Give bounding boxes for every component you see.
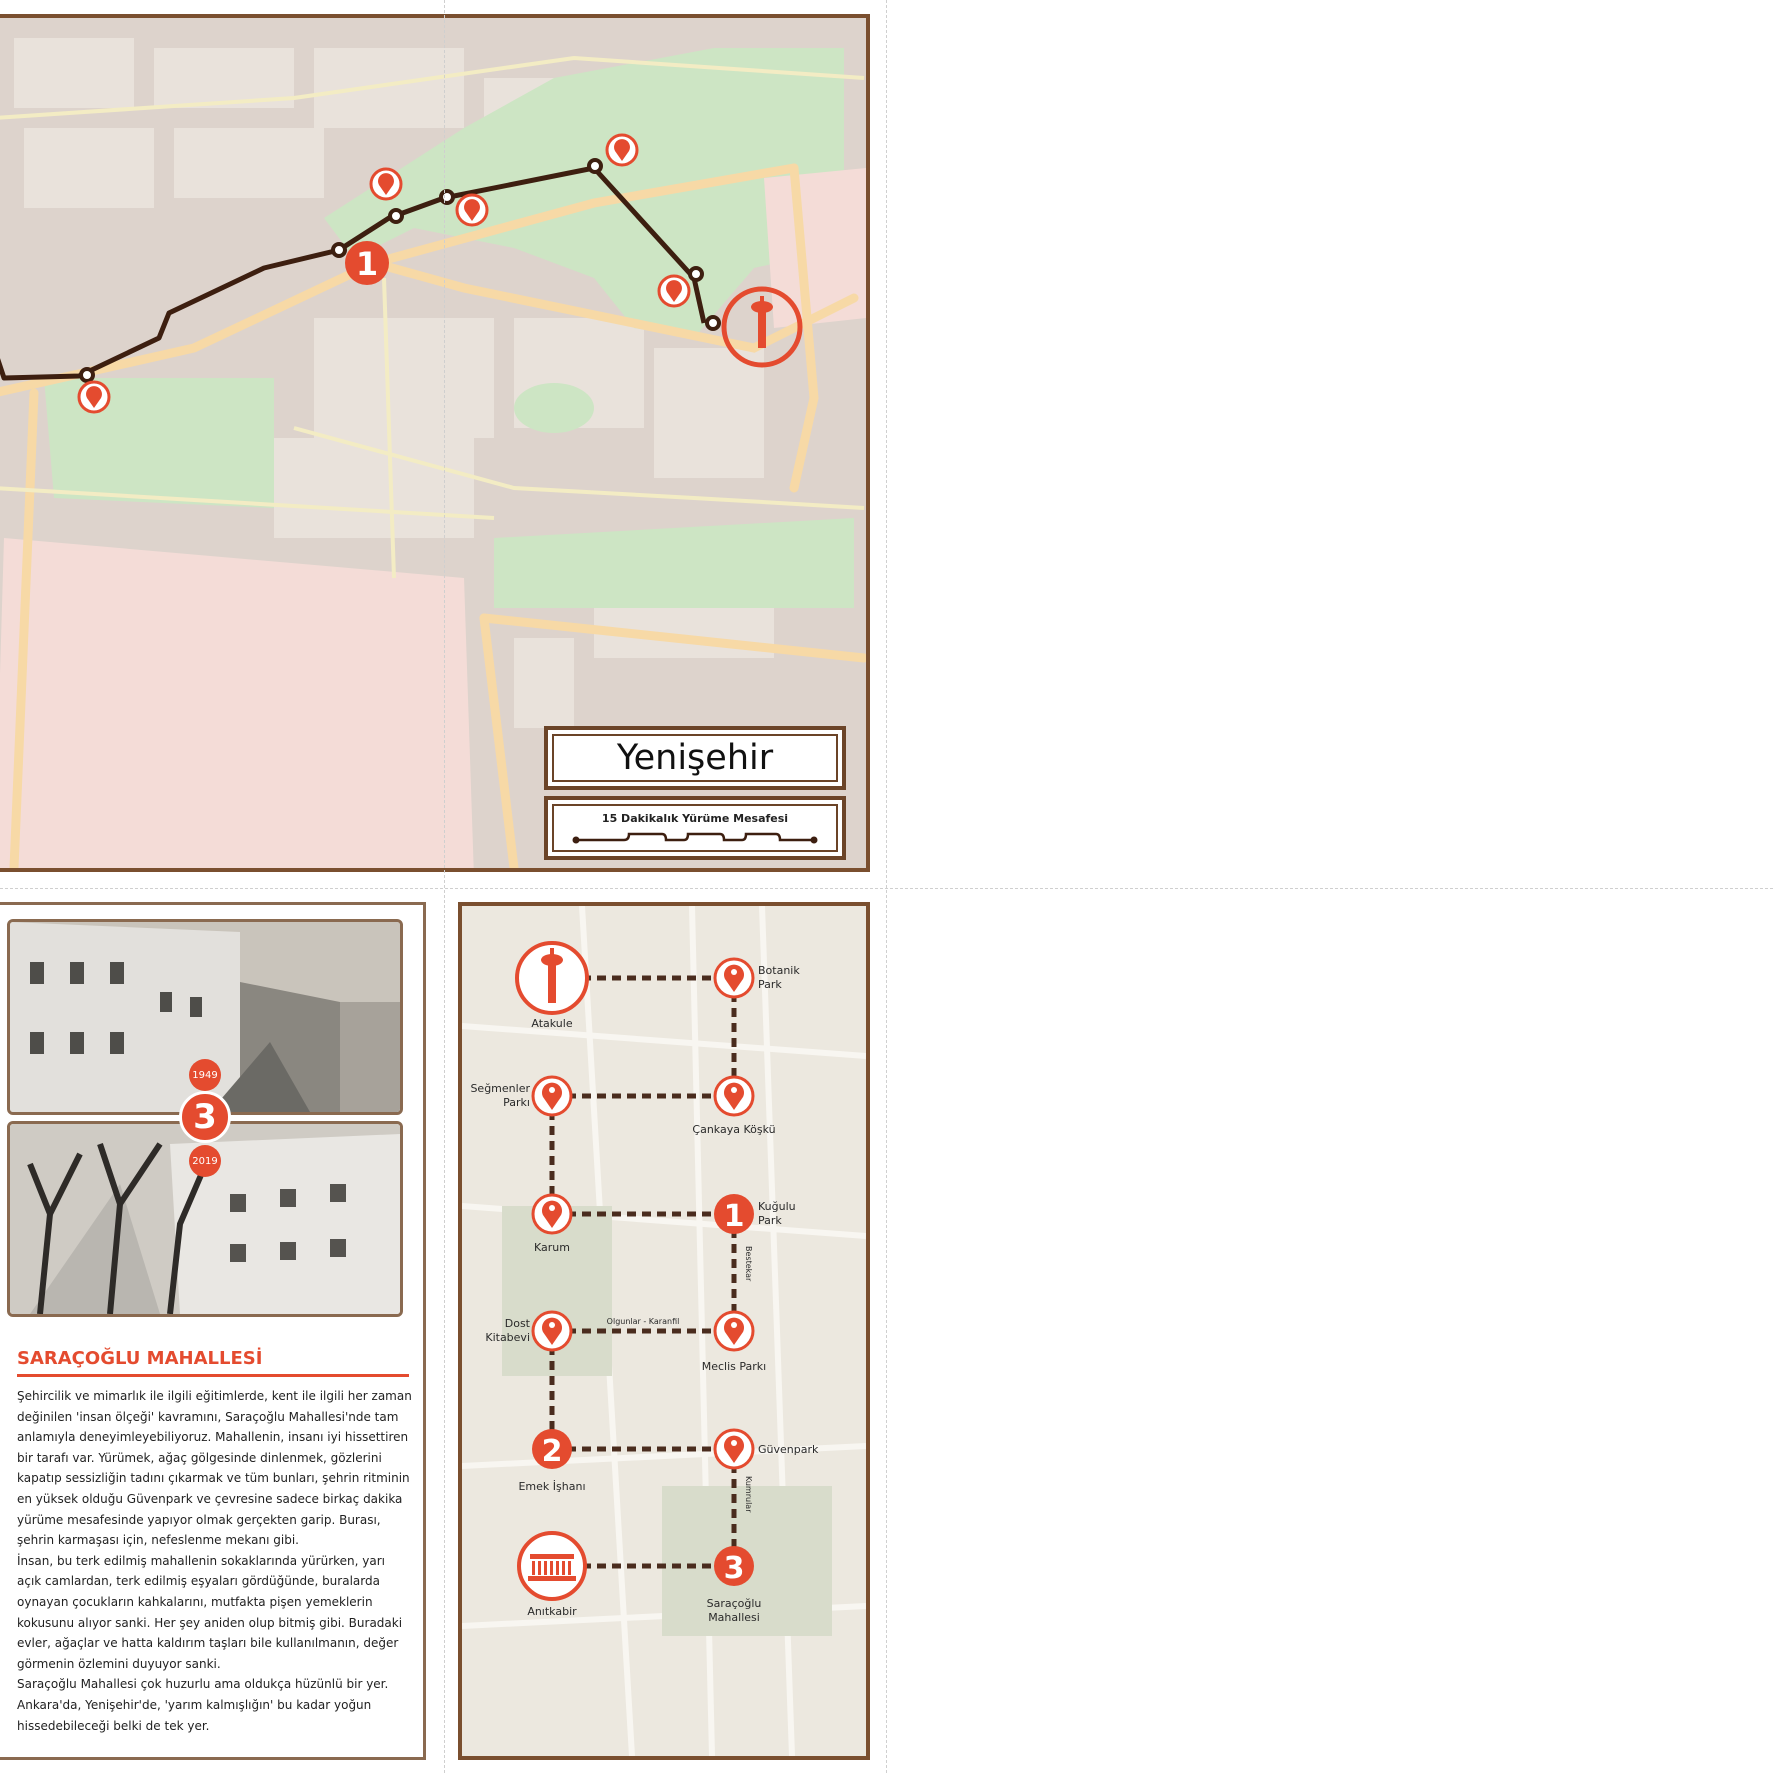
fold-line bbox=[886, 0, 887, 1773]
stop-label-guvenpark: Güvenpark bbox=[758, 1443, 819, 1456]
pin-icon[interactable] bbox=[715, 1312, 753, 1350]
stop-label-meclis: Meclis Parkı bbox=[701, 1360, 767, 1373]
campus-zone bbox=[0, 538, 474, 868]
stop-label-emek: Emek İşhanı bbox=[518, 1480, 586, 1493]
stop-label-karum: Karum bbox=[534, 1241, 570, 1254]
map-legend bbox=[544, 796, 846, 860]
atakule-tower-icon[interactable] bbox=[517, 943, 587, 1013]
stop-label-botanik: Park bbox=[758, 978, 782, 991]
pin-icon[interactable] bbox=[533, 1195, 571, 1233]
street-label: Kumrular bbox=[744, 1476, 753, 1513]
stop-label-botanik: Botanik bbox=[758, 964, 800, 977]
pin-icon[interactable] bbox=[715, 1077, 753, 1115]
legend-label: 15 Dakikalık Yürüme Mesafesi bbox=[601, 812, 789, 825]
route-diagram[interactable] bbox=[458, 902, 870, 1760]
street-label: Olgunlar - Karanfil bbox=[606, 1317, 680, 1326]
fold-line bbox=[444, 0, 445, 1773]
article-paragraph: Saraçoğlu Mahallesi çok huzurlu ama oldukça hüzünlü bir yer. Ankara'da, Yenişehir'de, 'yarım kalmışlığın' bu kadar yoğun hissedebileceği belki de tek yer. bbox=[17, 1677, 389, 1733]
stop-label-anitkabir: Anıtkabir bbox=[527, 1605, 577, 1618]
stop-label-dost: Kitabevi bbox=[485, 1331, 530, 1344]
stop-number: 2 bbox=[541, 1434, 563, 1469]
stop-number: 3 bbox=[723, 1551, 745, 1586]
stop-number: 1 bbox=[723, 1199, 745, 1234]
stop-label-saracoglu: Mahallesi bbox=[708, 1611, 760, 1624]
stop-label-segmenler: Seğmenler bbox=[470, 1082, 530, 1095]
location-number-badge: 3 bbox=[179, 1091, 231, 1143]
stop-label-kugulu: Kuğulu bbox=[758, 1200, 796, 1213]
pin-icon[interactable] bbox=[659, 276, 689, 306]
map-title: Yenişehir bbox=[552, 734, 838, 782]
stop-label-segmenler: Parkı bbox=[503, 1096, 530, 1109]
article-paragraph: İnsan, bu terk edilmiş mahallenin sokaklarında yürürken, yarı açık camlardan, terk edilmiş eşyaları gördüğünde, buralarda oynayan çocukların kahkalarını, mutfakta pişen yemeklerin kokusunu alıyor sanki. Her şey aniden olup bitmiş gibi. Buradaki evler, ağaçlar ve hatta kaldırım taşları bile kullanılmanın, değer görmenin özlemini duyuyor sanki. bbox=[17, 1553, 403, 1671]
map-title-box bbox=[544, 726, 846, 790]
pin-icon[interactable] bbox=[715, 1430, 753, 1468]
legend-route-symbol bbox=[554, 806, 840, 858]
article-paragraph: Şehircilik ve mimarlık ile ilgili eğitimlerde, kent ile ilgili her zaman değinilen 'insan ölçeği' kavramını, Saraçoğlu Mahallesi'nde tam anlamıyla deneyimleyebiliyoruz. Mahallenin, insanı iyi hissettiren bir tarafı var. Yürümek, ağaç gölgesinde dinlenmek, gözlerini kapatıp sessizliğin tadını çıkarmak ve tüm bunları, şehrin ritminin en yüksek olduğu Güvenpark ve çevresine sadece birkaç dakika yürüme mesafesinde yapıyor olmak gerçekten garip. Burası, şehrin karmaşası için, nefeslenme mekanı gibi. bbox=[17, 1389, 412, 1548]
pin-icon[interactable] bbox=[79, 382, 109, 412]
street-label: Bestekar bbox=[744, 1246, 753, 1282]
stop-label-dost: Dost bbox=[504, 1317, 530, 1330]
stop-label-saracoglu: Saraçoğlu bbox=[706, 1597, 762, 1610]
article-heading: SARAÇOĞLU MAHALLESİ bbox=[17, 1348, 263, 1369]
year-badge-1949: 1949 bbox=[189, 1059, 221, 1091]
city-map[interactable] bbox=[0, 14, 870, 872]
stop-label-atakule: Atakule bbox=[531, 1017, 573, 1030]
heading-underline bbox=[17, 1374, 409, 1377]
article-body bbox=[17, 1386, 413, 1736]
anitkabir-mausoleum-icon[interactable] bbox=[519, 1533, 585, 1599]
pin-icon[interactable] bbox=[457, 195, 487, 225]
stop-label-kugulu: Park bbox=[758, 1214, 782, 1227]
pin-icon[interactable] bbox=[371, 169, 401, 199]
stop-label-cankaya: Çankaya Köşkü bbox=[692, 1123, 776, 1136]
pin-icon[interactable] bbox=[715, 959, 753, 997]
year-badge-2019: 2019 bbox=[189, 1145, 221, 1177]
route-diagram-canvas bbox=[462, 906, 866, 1756]
pin-icon[interactable] bbox=[533, 1077, 571, 1115]
marker-number: 1 bbox=[355, 245, 379, 283]
legend-frame bbox=[552, 804, 838, 852]
pin-icon[interactable] bbox=[533, 1312, 571, 1350]
pin-icon[interactable] bbox=[607, 135, 637, 165]
